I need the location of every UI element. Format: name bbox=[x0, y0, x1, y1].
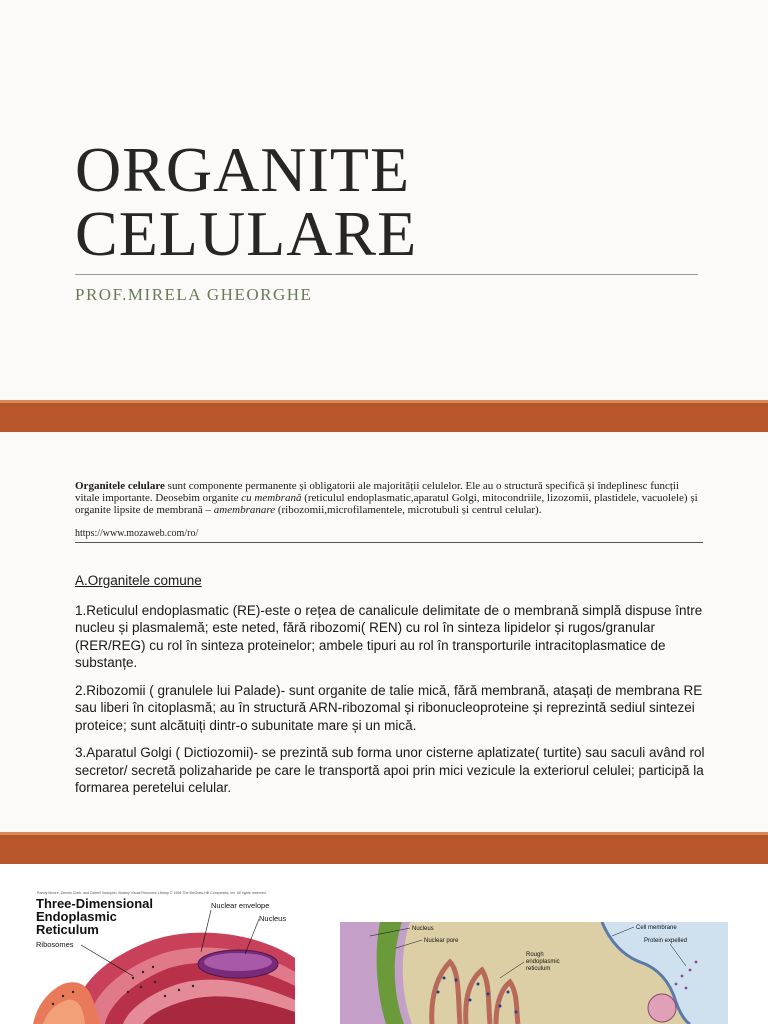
title-line-1: ORGANITE bbox=[75, 134, 411, 205]
label-nucleus-2: Nucleus bbox=[412, 926, 434, 932]
figure1-title-line-1: Three-Dimensional bbox=[36, 896, 154, 911]
slide-separator-band-2 bbox=[0, 832, 768, 864]
figure1-title-line-3: Reticulum bbox=[36, 922, 99, 937]
label-protein-expelled: Protein expelled bbox=[644, 938, 688, 944]
label-ribosomes: Ribosomes bbox=[36, 940, 74, 949]
intro-divider bbox=[75, 542, 703, 543]
section-heading: A.Organitele comune bbox=[75, 573, 202, 588]
er-diagram-figure bbox=[33, 888, 295, 1024]
presentation-title bbox=[75, 134, 418, 269]
label-cell-membrane: Cell membrane bbox=[636, 925, 677, 931]
intro-paragraph bbox=[75, 480, 705, 516]
intro-emphasis-1: cu membrană bbox=[241, 492, 302, 504]
cell-secretion-diagram bbox=[340, 922, 728, 1024]
cell-secretion-figure bbox=[340, 922, 728, 1024]
figure1-title-line-2: Endoplasmic bbox=[36, 909, 117, 924]
intro-text-1: sunt componente permanente și obligatorii ale majorității celulelor. Ele au o structură specifică și îndeplinesc funcții vitale importante. Deosebim organite bbox=[75, 480, 680, 504]
paragraph-ribozomi: 2.Ribozomii ( granulele lui Palade)- sunt organite de talie mică, fără membrană, atașați de membrana RE sau liberi în citoplasmă; au în structură ARN-ribozomal și ribonucleoproteine și reprezintă sediul sintezei proteice; sunt alcătuiți dintr-o subunitate mare și un mică. bbox=[75, 682, 703, 733]
figure-credit: Randy Moore, Dennis Clark, and Darrell Vodopich, Botany Visual Resource Library © 1998 The McGraw-Hill Companies, Inc. All rights reserved. bbox=[37, 891, 267, 895]
intro-text-3: (ribozomii,microfilamentele, microtubuli și centrul celular). bbox=[275, 504, 542, 516]
body-text bbox=[75, 572, 705, 807]
label-rough-er-2: endoplasmic bbox=[526, 959, 560, 965]
content-slide bbox=[0, 432, 768, 832]
slide-separator-band bbox=[0, 400, 768, 432]
source-link[interactable]: https://www.mozaweb.com/ro/ bbox=[75, 528, 199, 539]
figures-slide bbox=[0, 864, 768, 1024]
title-line-2: CELULARE bbox=[75, 198, 418, 269]
intro-emphasis-2: amembranare bbox=[213, 504, 276, 516]
nucleus-region bbox=[340, 922, 412, 1024]
label-rough-er-3: reticulum bbox=[526, 966, 551, 972]
title-divider bbox=[75, 274, 698, 275]
nucleus-inner bbox=[204, 953, 272, 971]
secretory-vesicle bbox=[648, 994, 676, 1022]
cover-slide bbox=[0, 0, 768, 400]
label-nuclear-pore: Nuclear pore bbox=[424, 938, 459, 944]
intro-lead: Organitele celulare bbox=[75, 480, 165, 492]
er-diagram bbox=[33, 888, 295, 1024]
label-nucleus: Nucleus bbox=[259, 914, 287, 923]
paragraph-golgi: 3.Aparatul Golgi ( Dictiozomii)- se prezintă sub forma unor cisterne aplatizate( turtite) sau saculi având rol secretor/ secretă polizaharide pe care le transportă apoi prin mici vezicule la exteriorul celulei; participă la formarea peretelui celular. bbox=[75, 745, 705, 795]
paragraph-reticul: 1.Reticulul endoplasmatic (RE)-este o rețea de canalicule delimitate de o membrană simplă dispuse între nucleu și plasmalemă; este neted, fără ribozomi( REN) cu rol în sinteza lipidelor și rugos/granular (RER/REG) cu rol în sinteza proteinelor; ambele tipuri au rol în transporturile intracitoplasmatice de substanțe. bbox=[75, 602, 703, 670]
label-nuclear-envelope: Nuclear envelope bbox=[211, 901, 270, 910]
author-subtitle: PROF.MIRELA GHEORGHE bbox=[75, 285, 313, 304]
intro-text-2: (reticulul endoplasmatic,aparatul Golgi, mitocondriile, lizozomii, plastidele, vacuolele) și organite lipsite de membrană – bbox=[75, 492, 698, 516]
label-rough-er-1: Rough bbox=[526, 952, 544, 958]
